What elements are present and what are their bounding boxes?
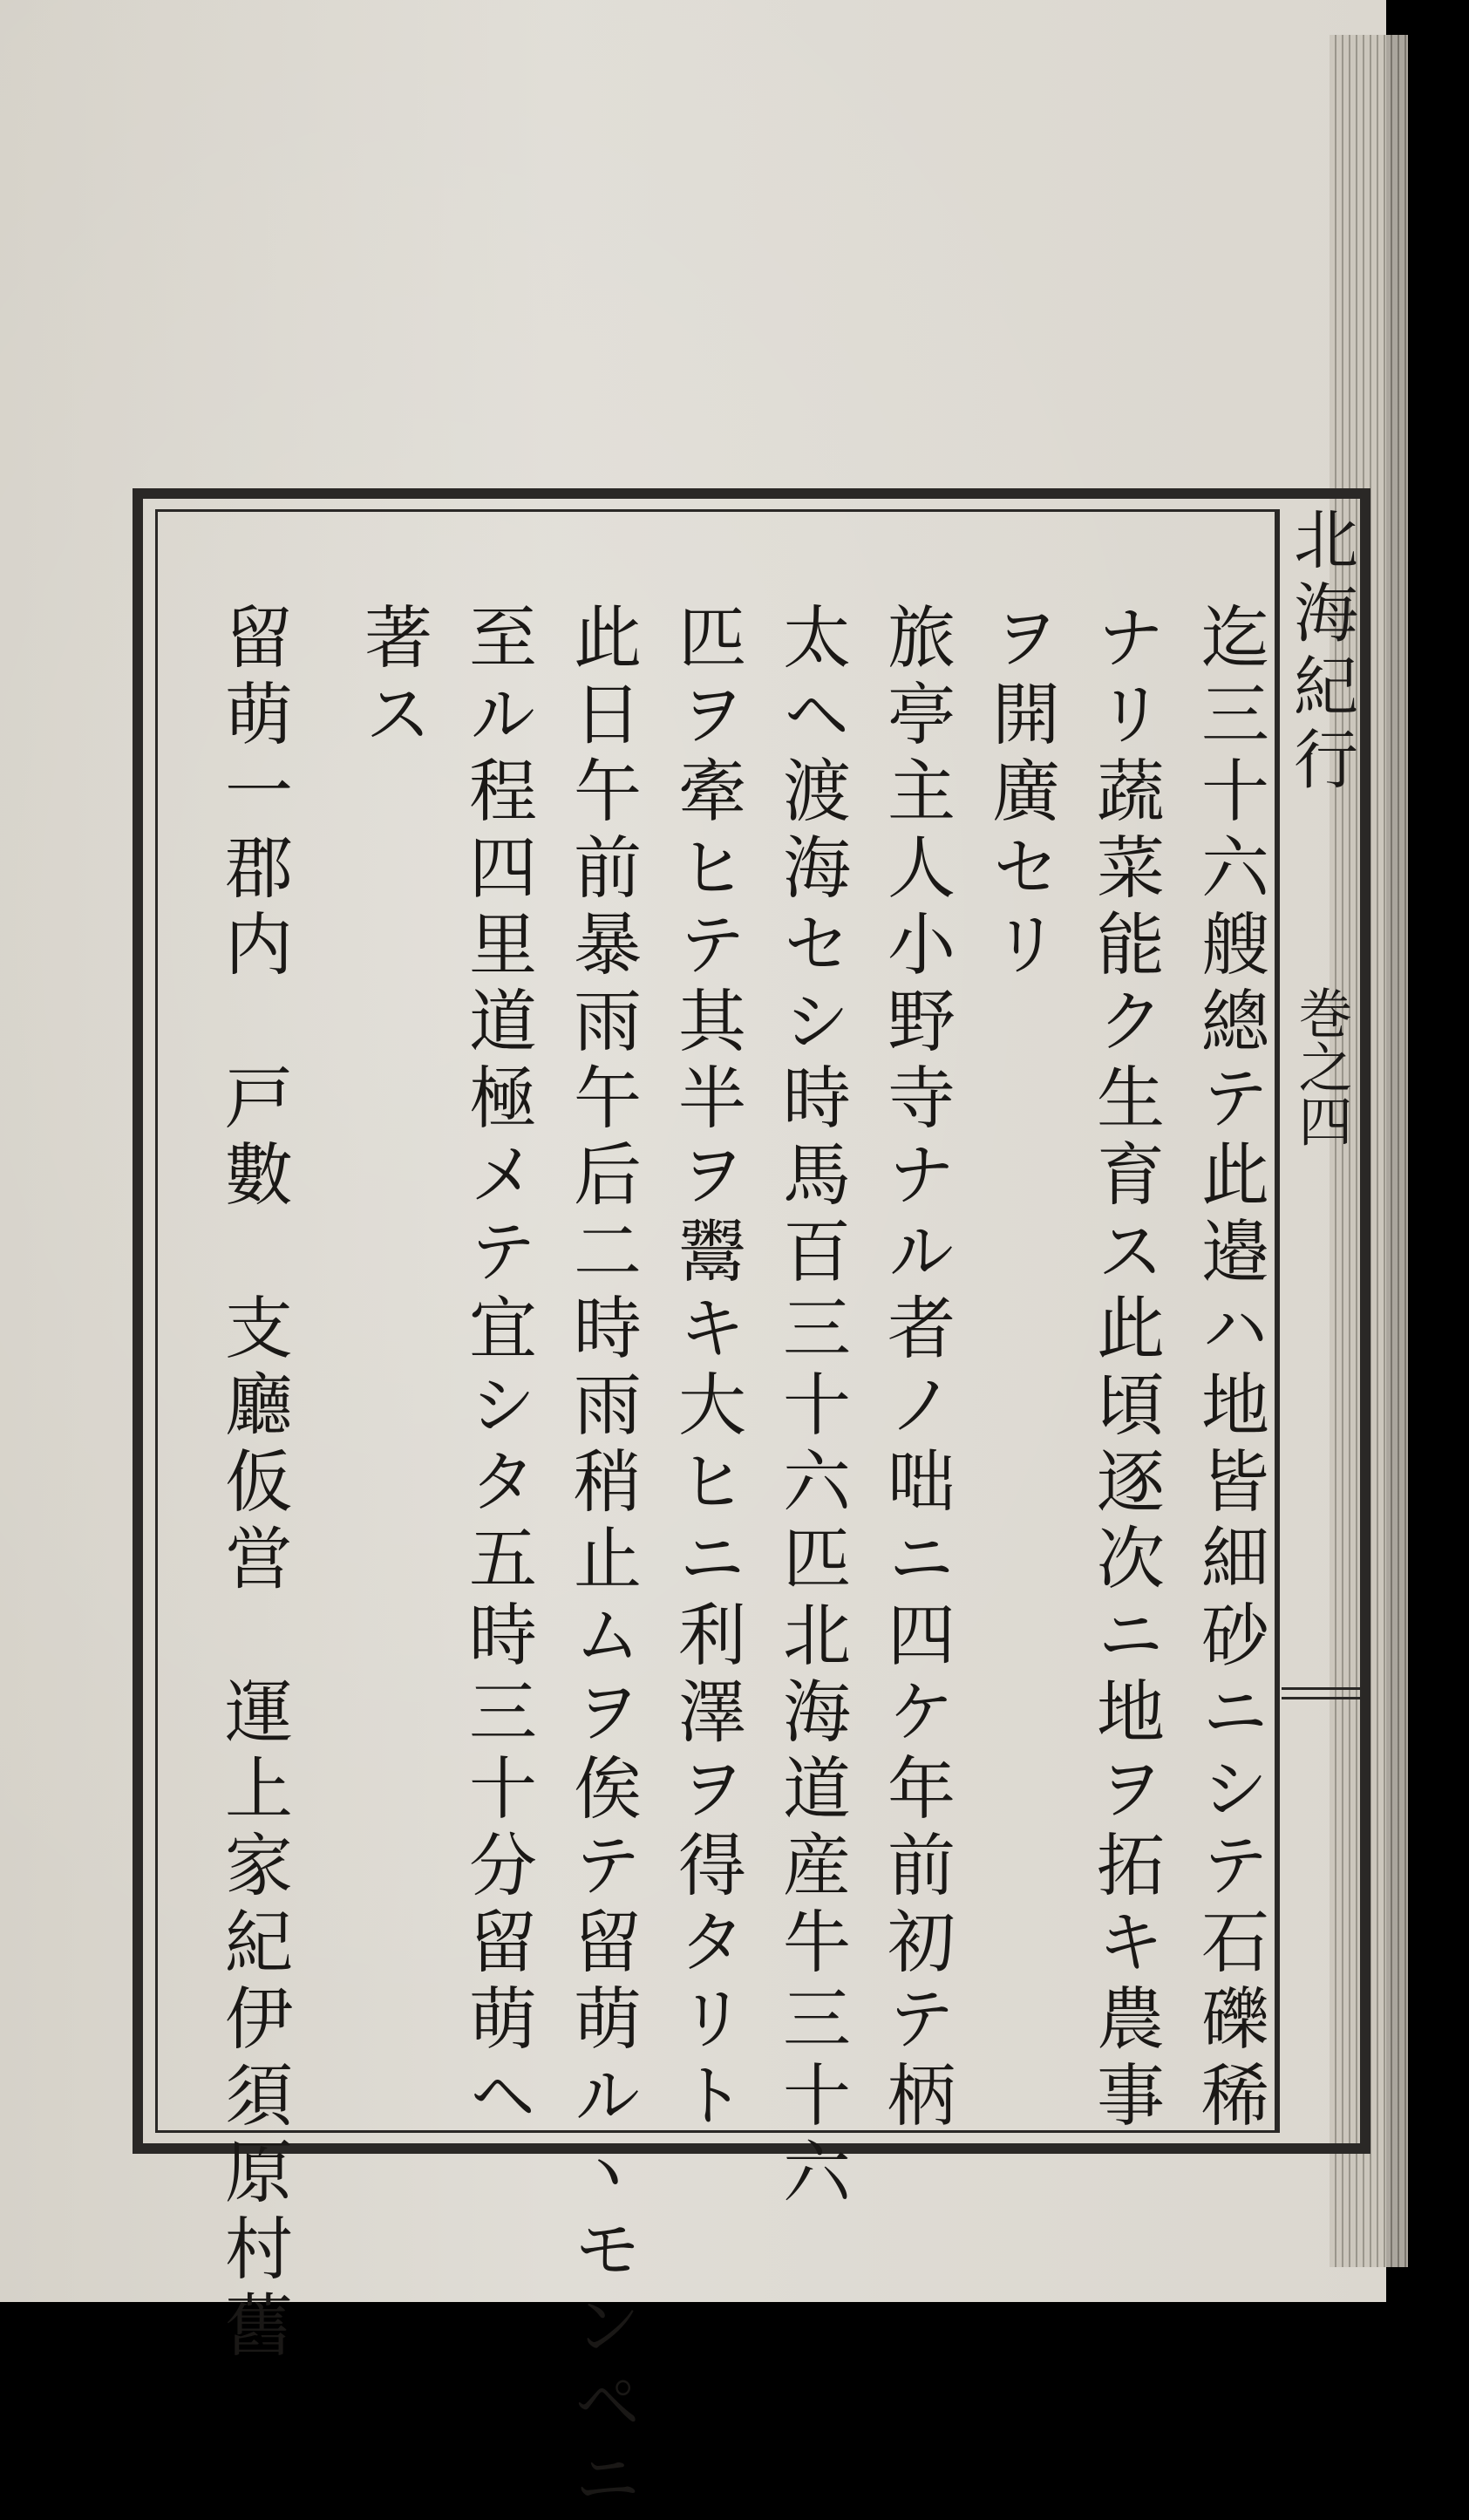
text-column-7: 此日午前暴雨午后二時雨稍止ムヲ俟テ留萌ルヽモンペニ: [562, 602, 641, 2520]
text-column-4: 旅亭主人小野寺ナル者ノ咄ニ四ケ年前初テ柄: [876, 602, 955, 2136]
text-column-8: 至ル程四里道極メテ宜シタ五時三十分留萌ヘ: [458, 602, 536, 2136]
text-column-3: ヲ開廣セリ: [981, 602, 1059, 985]
text-column-2: ナリ蔬菜能ク生育ス此頃逐次ニ地ヲ拓キ農事: [1085, 602, 1164, 2136]
book-title: 北海紀行: [1283, 506, 1358, 799]
text-column-9: 著ス: [353, 602, 432, 755]
text-column-5: 太ヘ渡海セシ時馬百三十六匹北海道産牛三十六: [772, 602, 850, 2213]
fishtail-mark: [1282, 1687, 1369, 1699]
text-column-6: 匹ヲ牽ヒテ其半ヲ鬻キ大ヒニ利澤ヲ得タリト: [667, 602, 745, 2136]
margin-divider: [1275, 509, 1277, 2133]
text-column-10: 留萌一郡内 戸數 支廳仮営 運上家紀伊須原村舊: [214, 602, 292, 2367]
volume-label: 巻之四: [1289, 985, 1353, 1148]
text-column-1: 迄三十六艘總テ此邉ハ地皆細砂ニシテ石礫稀: [1190, 602, 1268, 2136]
